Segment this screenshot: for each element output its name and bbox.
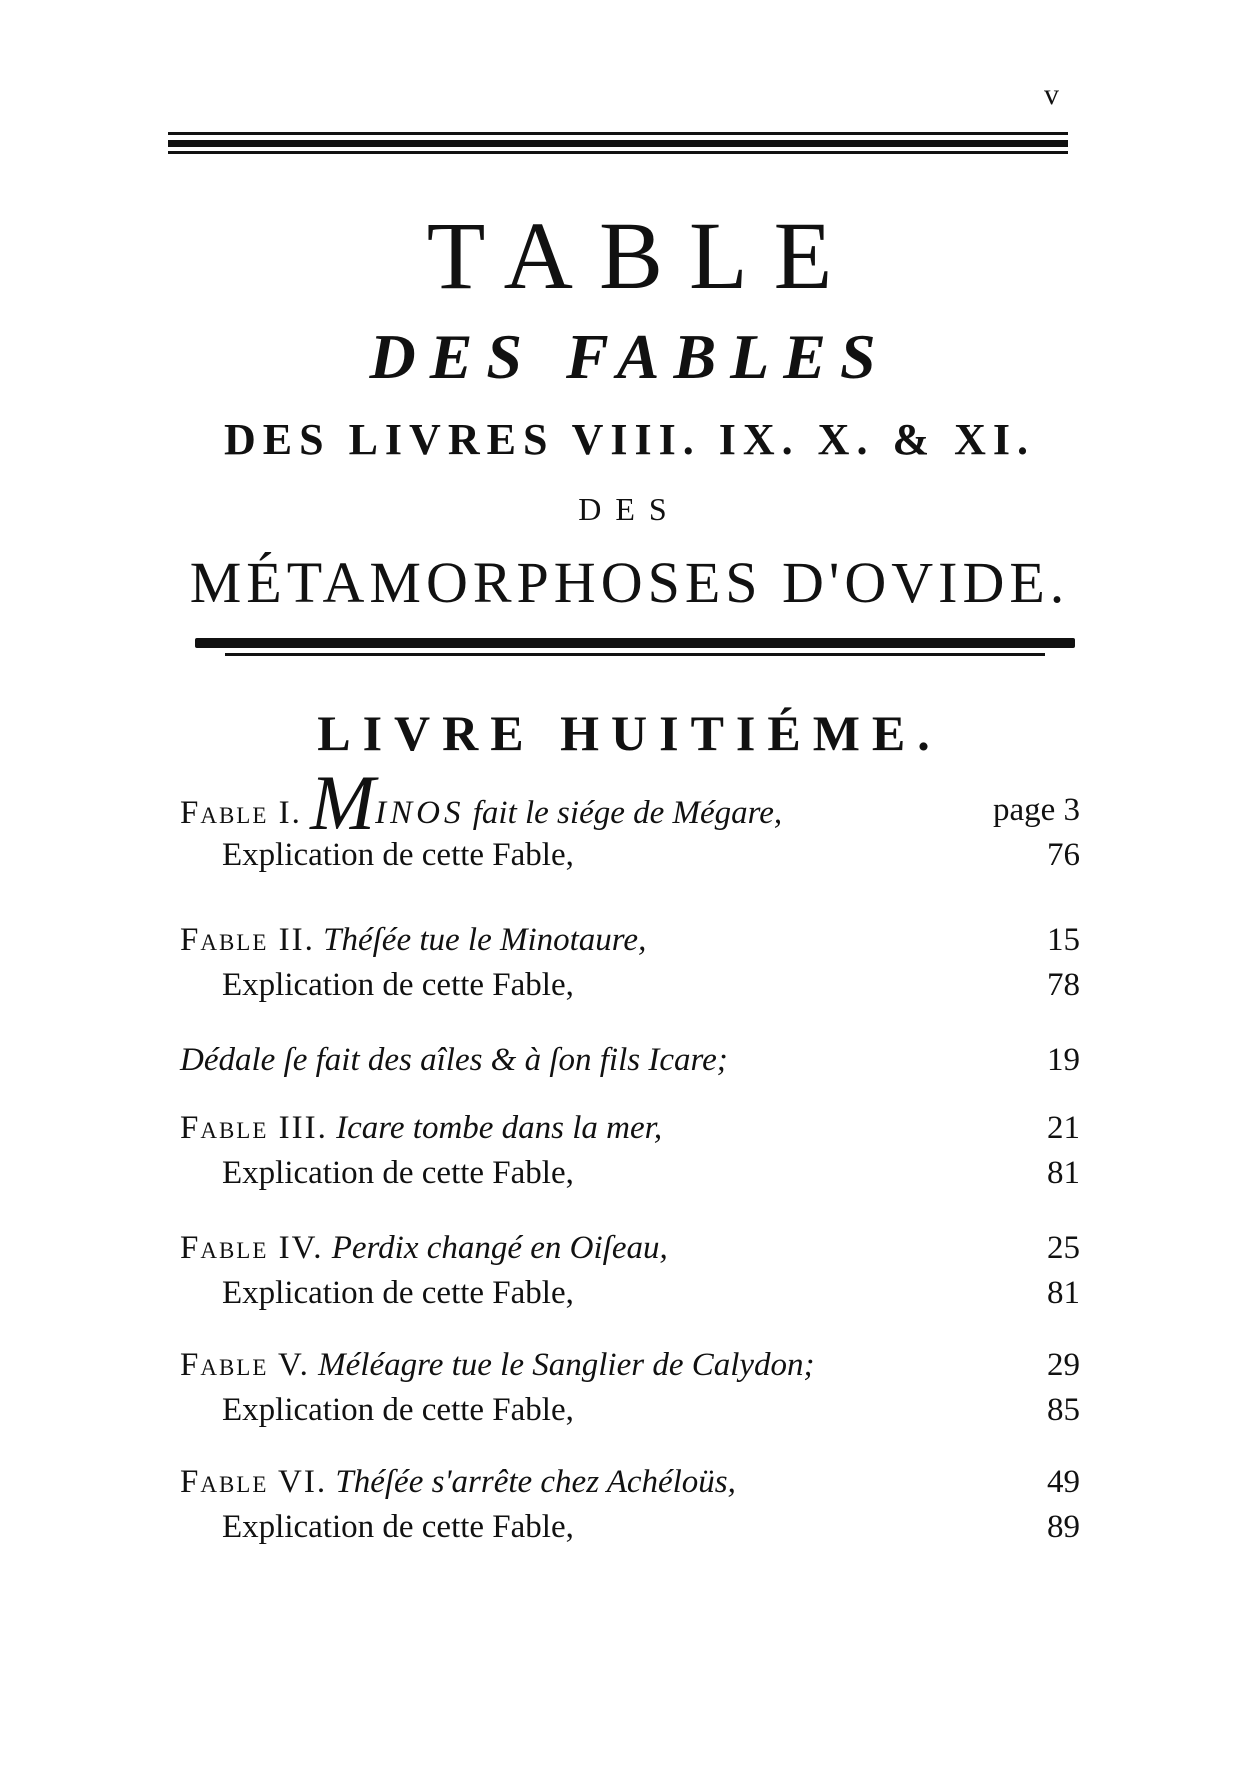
page-ref: 15 <box>1047 922 1080 958</box>
toc-entry <box>180 1460 1080 1504</box>
fable-label: Fable III. <box>180 1110 328 1146</box>
page-ref: 19 <box>1047 1042 1080 1078</box>
toc-entry <box>180 833 1080 877</box>
entry-name: INOS <box>375 795 465 831</box>
fable-label: Fable I. <box>180 795 302 831</box>
toc-entry <box>180 1388 1080 1432</box>
fable-label: Fable V. <box>180 1347 310 1383</box>
page-ref: 29 <box>1047 1347 1080 1383</box>
middle-rule <box>195 638 1075 656</box>
toc-entry <box>180 918 1080 962</box>
fable-label: Fable II. <box>180 922 315 958</box>
toc-entry <box>180 1038 1080 1082</box>
toc-entry <box>180 1343 1080 1387</box>
books-heading: DES LIVRES VIII. IX. X. & XI. <box>223 415 1035 464</box>
fable-label: Fable VI. <box>180 1464 328 1500</box>
page-ref: 81 <box>1047 1275 1080 1311</box>
des-heading: DES <box>578 491 681 527</box>
entry-text: Théſée tue le Minotaure, <box>323 922 647 958</box>
page-number: v <box>1044 78 1060 111</box>
toc-entry <box>180 1226 1080 1270</box>
entry-text: Explication de cette Fable, <box>222 837 574 873</box>
top-rule <box>168 132 1068 154</box>
toc-entry <box>180 963 1080 1007</box>
drop-initial: M <box>310 759 376 846</box>
entry-text: Explication de cette Fable, <box>222 1275 574 1311</box>
subtitle: DES FABLES <box>369 321 890 392</box>
page-ref: 49 <box>1047 1464 1080 1500</box>
entry-text: Explication de cette Fable, <box>222 1392 574 1428</box>
entry-text: Méléagre tue le Sanglier de Calydon; <box>318 1347 815 1383</box>
entry-text: Icare tombe dans la mer, <box>336 1110 663 1146</box>
entry-text: Dédale ſe fait des aîles & à ſon fils Icare; <box>180 1042 728 1078</box>
toc-entry <box>180 1106 1080 1150</box>
page-ref: 25 <box>1047 1230 1080 1266</box>
entry-text: Explication de cette Fable, <box>222 1509 574 1545</box>
page-ref: 85 <box>1047 1392 1080 1428</box>
page-ref: 76 <box>1047 837 1080 873</box>
work-title: MÉTAMORPHOSES D'OVIDE. <box>189 550 1070 615</box>
entry-text: Explication de cette Fable, <box>222 967 574 1003</box>
page-ref: 78 <box>1047 967 1080 1003</box>
page-ref: 81 <box>1047 1155 1080 1191</box>
page-title: TABLE <box>426 202 859 309</box>
entry-text: Théſée s'arrête chez Achéloüs, <box>335 1464 736 1500</box>
entry-text: fait le siége de Mégare, <box>464 795 783 831</box>
fable-label: Fable IV. <box>180 1230 324 1266</box>
page-ref: 21 <box>1047 1110 1080 1146</box>
toc-entry <box>180 1151 1080 1195</box>
entry-text: Explication de cette Fable, <box>222 1155 574 1191</box>
page-ref: page 3 <box>992 792 1080 828</box>
toc-entry <box>180 1505 1080 1549</box>
section-heading: LIVRE HUITIÉME. <box>317 705 942 761</box>
toc-entry <box>180 1271 1080 1315</box>
toc-entry <box>180 759 1080 846</box>
entry-text: Perdix changé en Oiſeau, <box>331 1230 668 1266</box>
page-ref: 89 <box>1047 1509 1080 1545</box>
